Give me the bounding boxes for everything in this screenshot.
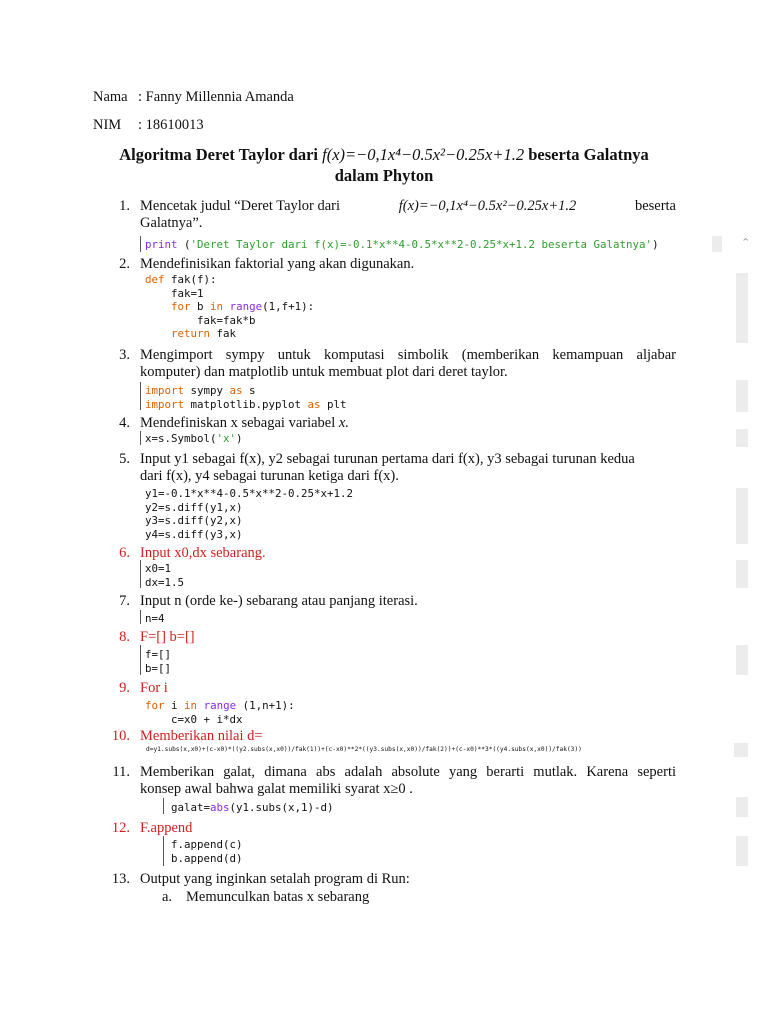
subitem-text: Memunculkan batas x sebarang bbox=[186, 889, 370, 905]
item-4-text: Mendefiniskan x sebagai variabel x. bbox=[140, 415, 349, 431]
code-cursor bbox=[140, 560, 141, 588]
item-number: 3. bbox=[119, 347, 130, 363]
item-number: 9. bbox=[119, 680, 130, 696]
item-1-line1: Mencetak judul “Deret Taylor dari f(x)=−0,1x⁴−0.5x²−0.25x+1.2 beserta bbox=[140, 198, 676, 214]
scrollbar bbox=[736, 273, 748, 343]
item-11-line2: konsep awal bahwa galat memiliki syarat x≥0 . bbox=[140, 781, 413, 797]
code-block-lists: f=[] b=[] bbox=[145, 648, 172, 675]
item-number: 10. bbox=[111, 728, 130, 744]
item-2-text: Mendefinisikan faktorial yang akan digunakan. bbox=[140, 256, 415, 272]
code-block-import: import sympy as s import matplotlib.pyplot as plt bbox=[145, 384, 347, 411]
item-number: 11. bbox=[112, 764, 130, 780]
item-7-text: Input n (orde ke-) sebarang atau panjang iterasi. bbox=[140, 593, 418, 609]
code-block-append: f.append(c) b.append(d) bbox=[171, 838, 243, 865]
code-block-fak: def fak(f): fak=1 for b in range(1,f+1): fak=fak*b return fak bbox=[145, 273, 315, 340]
item-5-line2: dari f(x), y4 sebagai turunan ketiga dari f(x). bbox=[140, 468, 399, 484]
code-cursor bbox=[140, 610, 141, 624]
item-12-text: F.append bbox=[140, 820, 193, 836]
item-10-text: Memberikan nilai d= bbox=[140, 728, 263, 744]
scrollbar bbox=[734, 743, 748, 757]
subitem-label: a. bbox=[162, 889, 173, 905]
scrollbar bbox=[736, 488, 748, 544]
item-number: 6. bbox=[119, 545, 130, 561]
item-number: 13. bbox=[111, 871, 130, 887]
item-11-line1: Memberikan galat, dimana abs adalah absolute yang berarti mutlak. Karena seperti bbox=[140, 764, 676, 780]
scrollbar bbox=[736, 645, 748, 675]
item-number: 1. bbox=[119, 198, 130, 214]
item-number: 2. bbox=[119, 256, 130, 272]
scrollbar bbox=[712, 236, 722, 252]
scrollbar bbox=[736, 560, 748, 588]
page-title-line2: dalam Phyton bbox=[334, 166, 434, 185]
item-6-text: Input x0,dx sebarang. bbox=[140, 545, 266, 561]
code-block-for: for i in range (1,n+1): c=x0 + i*dx bbox=[145, 699, 295, 726]
item-number: 5. bbox=[119, 451, 130, 467]
code-cursor bbox=[140, 645, 141, 675]
code-line: d=y1.subs(x,x0)+(c-x0)*((y2.subs(x,x0))/fak(1))+(c-x0)**2*((y3.subs(x,x0))/fak(2))+(c-x0)**3*((y4.subs(x,x0))/fak(3)) bbox=[146, 746, 582, 753]
code-cursor bbox=[140, 431, 141, 445]
page-title: Algoritma Deret Taylor dari f(x)=−0,1x⁴−0.5x²−0.25x+1.2 beserta Galatnya bbox=[119, 145, 649, 164]
nim-label: NIM bbox=[93, 117, 122, 133]
code-block-x0-dx: x0=1 dx=1.5 bbox=[145, 562, 185, 589]
scrollbar bbox=[736, 380, 748, 412]
scrollbar bbox=[736, 429, 748, 447]
scrollbar bbox=[736, 836, 748, 866]
scrollbar bbox=[736, 797, 748, 817]
item-3-line1: Mengimport sympy untuk komputasi simbolik (memberikan kemampuan aljabar bbox=[140, 347, 676, 363]
item-number: 4. bbox=[119, 415, 130, 431]
code-cursor bbox=[140, 236, 141, 252]
item-13-text: Output yang inginkan setalah program di Run: bbox=[140, 871, 410, 887]
item-number: 7. bbox=[119, 593, 130, 609]
code-cursor bbox=[140, 382, 141, 410]
item-1-line2: Galatnya”. bbox=[140, 215, 203, 231]
item-3-line2: komputer) dan matplotlib untuk membuat plot dari deret taylor. bbox=[140, 364, 508, 380]
nama-value: : Fanny Millennia Amanda bbox=[138, 89, 294, 105]
item-8-text: F=[] b=[] bbox=[140, 629, 195, 645]
item-number: 8. bbox=[119, 629, 130, 645]
code-line: galat=abs(y1.subs(x,1)-d) bbox=[145, 801, 334, 814]
code-line: x=s.Symbol('x') bbox=[145, 432, 243, 445]
item-9-text: For i bbox=[140, 680, 168, 696]
item-5-line1: Input y1 sebagai f(x), y2 sebagai turunan pertama dari f(x), y3 sebagai turunan kedua bbox=[140, 451, 635, 467]
code-block-derivatives: y1=-0.1*x**4-0.5*x**2-0.25*x+1.2 y2=s.diff(y1,x) y3=s.diff(y2,x) y4=s.diff(y3,x) bbox=[145, 487, 354, 541]
nim-value: : 18610013 bbox=[138, 117, 204, 133]
item-number: 12. bbox=[111, 820, 130, 836]
code-line: print ('Deret Taylor dari f(x)=-0.1*x**4-0.5*x**2-0.25*x+1.2 beserta Galatnya') bbox=[145, 238, 659, 251]
chevron-up-icon: ⌃ bbox=[741, 236, 751, 249]
nama-label: Nama bbox=[93, 89, 128, 105]
code-line: n=4 bbox=[145, 612, 165, 625]
